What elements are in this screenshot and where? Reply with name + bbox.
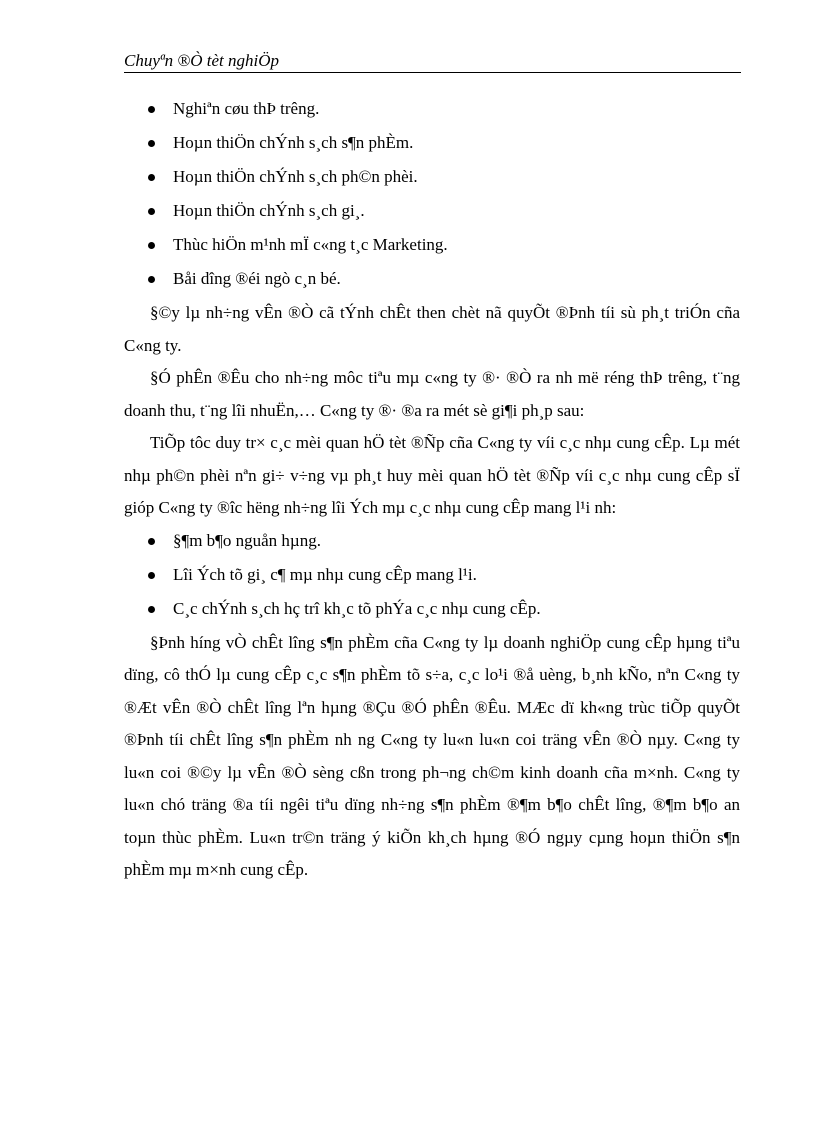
header-divider: [124, 72, 741, 73]
page-header: [124, 49, 741, 73]
bullet-icon: [148, 106, 155, 113]
bullet-list-solutions: [124, 93, 740, 297]
paragraph: §Þnh híng vÒ chÊt lîng s¶n phÈm cña C«ng ty lµ doanh nghiÖp cung cÊp hµng tiªu dïng, cô thÓ lµ cung cÊp c¸c s¶n phÈm tõ s÷a, c¸c lo¹i ®å uèng, b¸nh kÑo, nªn C«ng ty ®Æt vÊn ®Ò chÊt lîng lªn hµng ®Çu ®Ó phÊn ®Êu. MÆc dï kh«ng trùc tiÕp quyÕt ®Þnh tíi chÊt lîng s¶n phÈm nh ng C«ng ty lu«n lu«n coi träng vÊn ®Ò nµy. C«ng ty lu«n coi ®©y lµ vÊn ®Ò sèng cßn trong ph¬ng ch©m kinh doanh cña m×nh. C«ng ty lu«n chó träng ®a tíi ngêi tiªu dïng nh÷ng s¶n phÈm ®¶m b¶o chÊt lîng, ®¶m b¶o an toµn thùc phÈm. Lu«n tr©n träng ý kiÕn kh¸ch hµng ®Ó ngµy cµng hoµn thiÖn s¶n phÈm mµ m×nh cung cÊp.: [124, 632, 740, 879]
list-item-text: Hoµn thiÖn chÝnh s¸ch s¶n phÈm.: [173, 133, 414, 152]
header-title: Chuyªn ®Ò tèt nghiÖp: [124, 51, 280, 70]
list-item-text: Hoµn thiÖn chÝnh s¸ch gi¸.: [173, 201, 365, 220]
list-item: [124, 263, 740, 297]
bullet-icon: [148, 276, 155, 283]
list-item-text: C¸c chÝnh s¸ch hç trî kh¸c tõ phÝa c¸c nhµ cung cÊp.: [173, 598, 541, 618]
bullet-icon: [148, 174, 155, 181]
list-item-text: Lîi Ých tõ gi¸ c¶ mµ nhµ cung cÊp mang l¹i.: [173, 564, 477, 584]
list-item-text: §¶m b¶o nguån hµng.: [173, 530, 321, 550]
list-item: [124, 127, 740, 161]
bullet-icon: [148, 606, 155, 613]
list-item: [124, 229, 740, 263]
bullet-icon: [148, 242, 155, 249]
document-body: [124, 93, 740, 887]
paragraph: TiÕp tôc duy tr× c¸c mèi quan hÖ tèt ®Ñp cña C«ng ty víi c¸c nhµ cung cÊp. Lµ mét nhµ ph©n phèi nªn gi÷ v÷ng vµ ph¸t huy mèi quan hÖ tèt ®Ñp víi c¸c nhµ cung cÊp sÏ gióp C«ng ty ®îc hëng nh÷ng lîi Ých mµ c¸c nhµ cung cÊp mang l¹i nh:: [124, 433, 740, 517]
bullet-icon: [148, 538, 155, 545]
list-item: [124, 93, 740, 127]
paragraph: §©y lµ nh÷ng vÊn ®Ò cã tÝnh chÊt then chèt nã quyÕt ®Þnh tíi sù ph¸t triÓn cña C«ng ty.: [124, 303, 740, 355]
list-item-text: Hoµn thiÖn chÝnh s¸ch ph©n phèi.: [173, 167, 418, 186]
list-item: [124, 161, 740, 195]
bullet-icon: [148, 140, 155, 147]
list-item: [124, 525, 740, 559]
bullet-icon: [148, 208, 155, 215]
bullet-list-benefits: [124, 525, 740, 627]
list-item: [124, 593, 740, 627]
list-item-text: Nghiªn cøu thÞ trêng.: [173, 99, 320, 118]
list-item: [124, 559, 740, 593]
list-item-text: Båi dîng ®éi ngò c¸n bé.: [173, 269, 341, 288]
bullet-icon: [148, 572, 155, 579]
list-item: [124, 195, 740, 229]
list-item-text: Thùc hiÖn m¹nh mÏ c«ng t¸c Marketing.: [173, 235, 448, 254]
paragraph: §Ó phÊn ®Êu cho nh÷ng môc tiªu mµ c«ng ty ®· ®Ò ra nh më réng thÞ trêng, t¨ng doanh thu, t¨ng lîi nhuËn,… C«ng ty ®· ®a ra mét sè gi¶i ph¸p sau:: [124, 368, 740, 420]
